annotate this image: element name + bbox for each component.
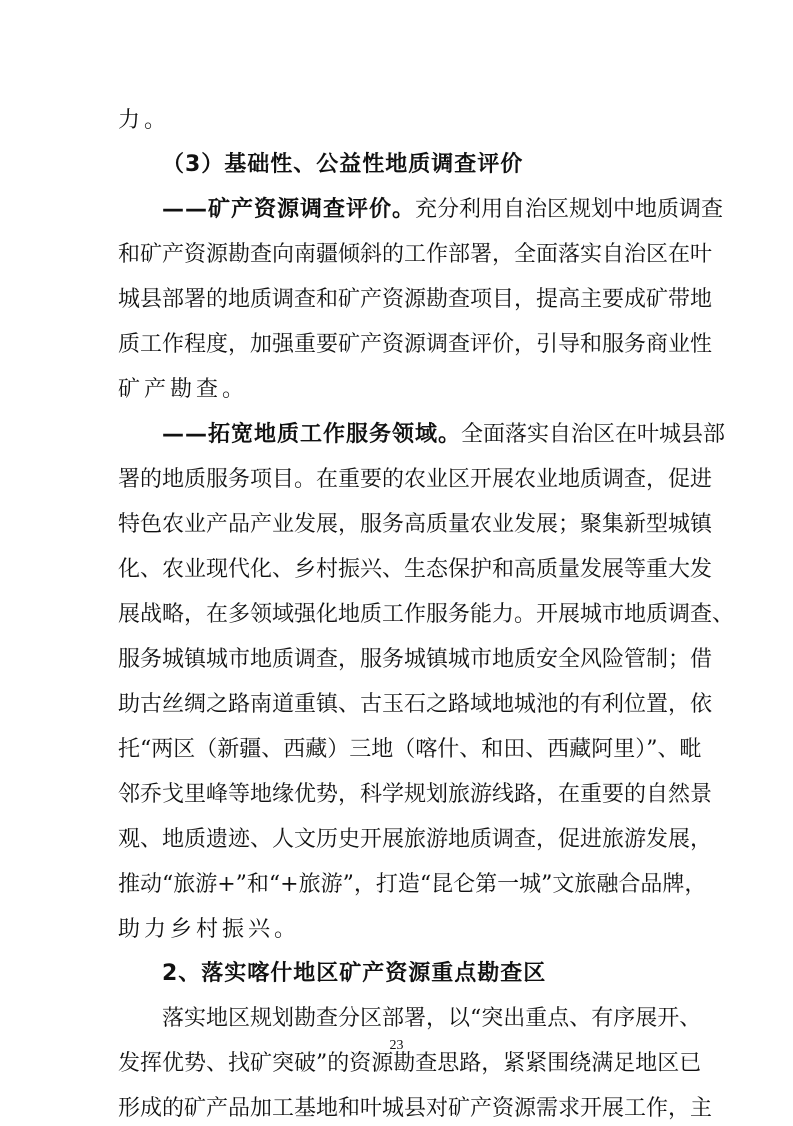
- section-heading-2: 2、落实喀什地区矿产资源重点勘查区: [162, 961, 547, 986]
- text-line: [162, 193, 724, 227]
- page-number: 23: [389, 1038, 404, 1053]
- bold-lead-mineral-survey: ——矿产资源调查评价。: [162, 197, 416, 222]
- text-line: 质工作程度，加强重要矿产资源调查评价，引导和服务商业性: [118, 332, 713, 357]
- text-line: 力。: [118, 108, 171, 133]
- text-line: 特色农业产品产业发展，服务高质量农业发展；聚集新型城镇: [118, 512, 713, 537]
- text-run: 全面落实自治区在叶城县部: [461, 422, 726, 447]
- text-line: 署的地质服务项目。在重要的农业区开展农业地质调查，促进: [118, 467, 713, 492]
- text-line: 和矿产资源勘查向南疆倾斜的工作部署，全面落实自治区在叶: [118, 242, 713, 267]
- text-line: 助古丝绸之路南道重镇、古玉石之路域地城池的有利位置，依: [118, 692, 713, 717]
- text-line: [162, 418, 726, 452]
- text-line: 推动“旅游+”和“+旅游”，打造“昆仑第一城”文旅融合品牌，: [118, 872, 707, 897]
- text-line: 邻乔戈里峰等地缘优势，科学规划旅游线路，在重要的自然景: [118, 782, 713, 807]
- text-line: 助力乡村振兴。: [118, 917, 301, 942]
- bold-lead-service-fields: ——拓宽地质工作服务领域。: [162, 422, 462, 447]
- text-line: 服务城镇城市地质调查，服务城镇城市地质安全风险管制；借: [118, 647, 713, 672]
- text-line: 发挥优势、找矿突破”的资源勘查思路，紧紧围绕满足地区已: [118, 1051, 702, 1076]
- text-run: 充分利用自治区规划中地质调查: [415, 197, 724, 222]
- text-line: 展战略，在多领域强化地质工作服务能力。开展城市地质调查、: [118, 602, 735, 627]
- text-line: 化、农业现代化、乡村振兴、生态保护和高质量发展等重大发: [118, 557, 713, 582]
- text-line: 托“两区（新疆、西藏）三地（喀什、和田、西藏阿里）”、毗: [118, 737, 702, 762]
- text-line: 观、地质遗迹、人文历史开展旅游地质调查，促进旅游发展，: [118, 827, 713, 852]
- text-line: 形成的矿产品加工基地和叶城县对矿产资源需求开展工作，主: [118, 1096, 713, 1121]
- text-line: 落实地区规划勘查分区部署，以“突出重点、有序展开、: [162, 1006, 702, 1031]
- text-line: 矿产勘查。: [118, 377, 249, 402]
- section-heading-3: （3）基础性、公益性地质调查评价: [162, 152, 524, 177]
- text-line: 城县部署的地质调查和矿产资源勘查项目，提高主要成矿带地: [118, 287, 713, 312]
